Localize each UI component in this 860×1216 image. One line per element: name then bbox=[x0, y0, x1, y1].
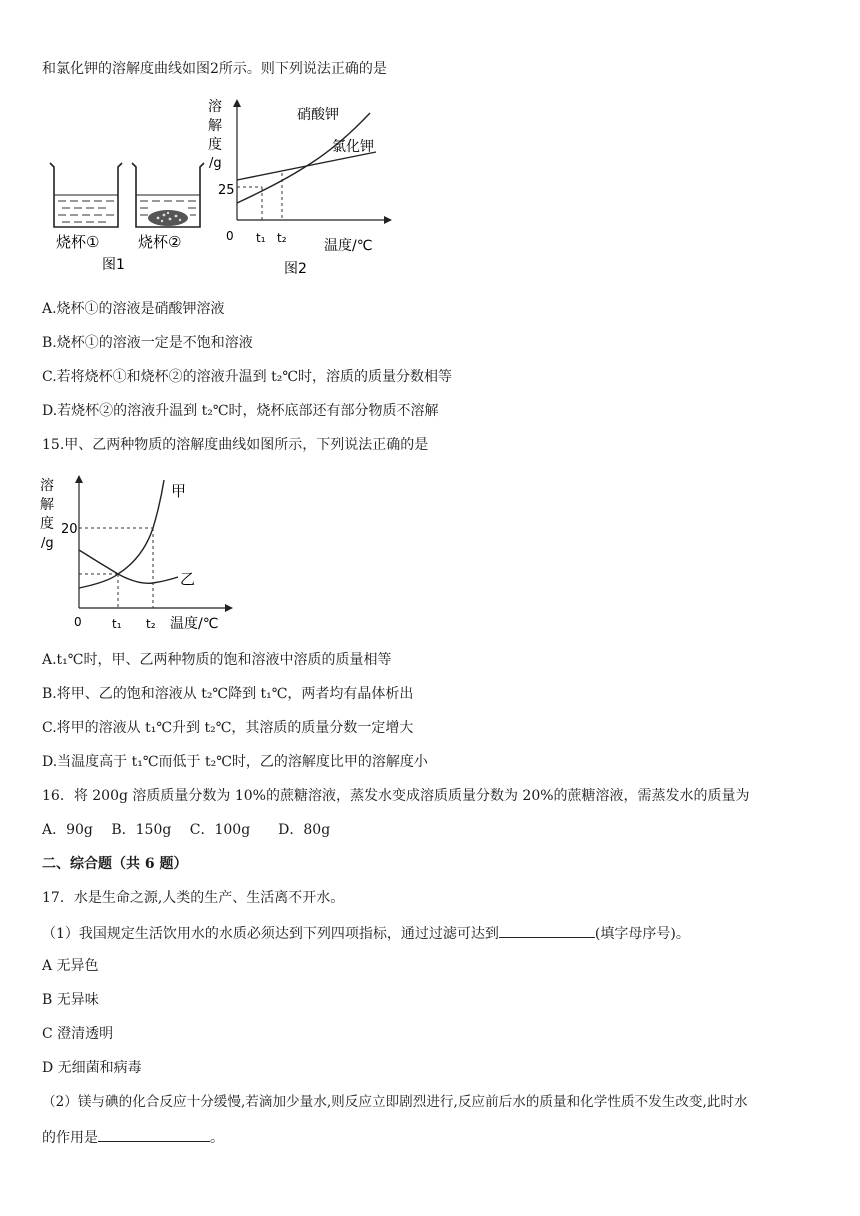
figure-2-origin: 0 bbox=[226, 229, 234, 243]
q17-part-1 bbox=[42, 923, 690, 943]
beaker-1-label: 烧杯① bbox=[56, 233, 100, 251]
q15-option-d: D.当温度高于 t₁℃而低于 t₂℃时，乙的溶解度比甲的溶解度小 bbox=[42, 754, 428, 770]
q15-figure-ylabel bbox=[40, 477, 54, 551]
q17-part-2-line-2 bbox=[42, 1127, 224, 1147]
figure-2-caption: 图2 bbox=[284, 261, 307, 277]
kno3-curve bbox=[237, 113, 370, 203]
figure-2-solubility-chart bbox=[200, 95, 400, 280]
q17-part-1-answer-blank[interactable] bbox=[499, 923, 595, 938]
figure-q15-solubility-chart bbox=[38, 470, 238, 635]
q16-options: A．90g B．150g C．100g D．80g bbox=[42, 822, 331, 838]
q17-option-a: A 无异色 bbox=[42, 958, 99, 974]
q17-part-2-text: 的作用是 bbox=[42, 1130, 98, 1146]
figure-2-ylabel bbox=[208, 98, 222, 171]
figure-2-xlabel: 温度/℃ bbox=[324, 238, 373, 254]
q15-option-b: B.将甲、乙的饱和溶液从 t₂℃降到 t₁℃，两者均有晶体析出 bbox=[42, 686, 414, 702]
jia-curve bbox=[79, 480, 164, 588]
figure-2-t1: t₁ bbox=[256, 231, 266, 245]
q17-part-2: （2）镁与碘的化合反应十分缓慢,若滴加少量水,则反应立即剧烈进行,反应前后水的质量和化学性质不发生改变,此时水 bbox=[42, 1094, 748, 1110]
q15-option-c: C.将甲的溶液从 t₁℃升到 t₂℃，其溶质的质量分数一定增大 bbox=[42, 720, 414, 736]
q15-figure-t1: t₁ bbox=[112, 617, 122, 631]
q17-part-1-text: （1）我国规定生活饮用水的水质必须达到下列四项指标，通过过滤可达到 bbox=[42, 926, 499, 942]
q14-option-a: A.烧杯①的溶液是硝酸钾溶液 bbox=[42, 301, 225, 317]
svg-text:度: 度 bbox=[208, 137, 222, 153]
q15-figure-t2: t₂ bbox=[146, 617, 156, 631]
kcl-label: 氯化钾 bbox=[332, 139, 374, 155]
intro-text: 和氯化钾的溶解度曲线如图2所示。则下列说法正确的是 bbox=[42, 61, 387, 77]
q15-stem: 15.甲、乙两种物质的溶解度曲线如图所示，下列说法正确的是 bbox=[42, 437, 429, 453]
q15-figure-y-tick: 20 bbox=[61, 522, 78, 537]
q15-option-a: A.t₁℃时，甲、乙两种物质的饱和溶液中溶质的质量相等 bbox=[42, 652, 392, 668]
q17-part-1-tail: (填字母序号)。 bbox=[594, 926, 690, 942]
figure-2-t2: t₂ bbox=[277, 231, 287, 245]
beaker-2 bbox=[132, 163, 204, 227]
svg-text:/g: /g bbox=[209, 156, 222, 171]
q15-figure-origin: 0 bbox=[74, 615, 82, 629]
q14-option-c: C.若将烧杯①和烧杯②的溶液升温到 t₂℃时，溶质的质量分数相等 bbox=[42, 369, 453, 385]
q17-option-c: C 澄清透明 bbox=[42, 1026, 114, 1042]
q17-option-d: D 无细菌和病毒 bbox=[42, 1060, 142, 1076]
yi-label: 乙 bbox=[180, 570, 196, 588]
svg-text:/g: /g bbox=[41, 536, 54, 551]
q14-option-b: B.烧杯①的溶液一定是不饱和溶液 bbox=[42, 335, 253, 351]
svg-text:解: 解 bbox=[208, 118, 222, 134]
beaker-1 bbox=[50, 163, 122, 227]
q15-figure-xlabel: 温度/℃ bbox=[170, 616, 219, 632]
beaker-2-label: 烧杯② bbox=[138, 233, 182, 251]
figure-2-y-tick: 25 bbox=[218, 183, 235, 198]
kno3-label: 硝酸钾 bbox=[297, 107, 339, 123]
svg-text:解: 解 bbox=[40, 497, 54, 513]
q17-option-b: B 无异味 bbox=[42, 992, 99, 1008]
figure-2-guides bbox=[237, 173, 282, 220]
svg-text:溶: 溶 bbox=[208, 99, 222, 115]
figure-1-beakers bbox=[40, 155, 210, 275]
q17-part-2-tail: 。 bbox=[210, 1130, 224, 1146]
figure-1-caption: 图1 bbox=[102, 257, 125, 273]
q17-stem: 17．水是生命之源,人类的生产、生活离不开水。 bbox=[42, 890, 345, 906]
jia-label: 甲 bbox=[171, 482, 187, 500]
svg-text:度: 度 bbox=[40, 516, 54, 532]
q17-part-2-answer-blank[interactable] bbox=[98, 1127, 210, 1142]
section-2-heading: 二、综合题（共 6 题） bbox=[42, 856, 188, 872]
q15-figure-guides bbox=[79, 528, 153, 608]
svg-text:溶: 溶 bbox=[40, 478, 54, 494]
q14-option-d: D.若烧杯②的溶液升温到 t₂℃时，烧杯底部还有部分物质不溶解 bbox=[42, 403, 439, 419]
q16-stem: 16．将 200g 溶质质量分数为 10%的蔗糖溶液，蒸发水变成溶质质量分数为 20%的蔗糖溶液，需蒸发水的质量为 bbox=[42, 788, 750, 804]
